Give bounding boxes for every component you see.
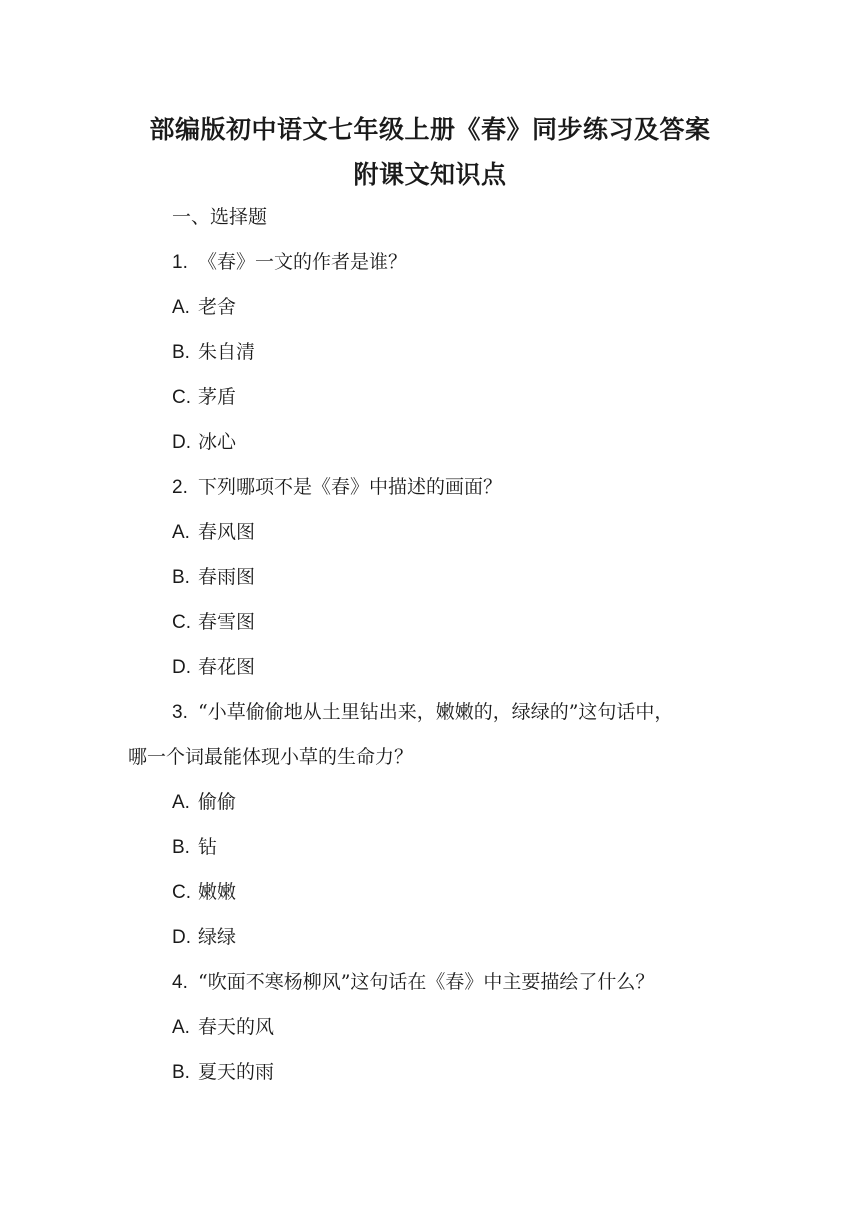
option-label: C. — [172, 387, 191, 408]
option-text: 春雨图 — [198, 566, 256, 588]
question-number: 3. — [172, 702, 188, 723]
question-text: 下列哪项不是《春》中描述的画面？ — [198, 476, 503, 498]
question-4 — [172, 969, 654, 996]
q3-option-d — [172, 924, 236, 951]
option-label: B. — [172, 342, 190, 363]
question-1 — [172, 249, 407, 276]
option-text: 冰心 — [198, 431, 237, 453]
option-text: 嫩嫩 — [198, 881, 237, 903]
q1-option-a — [172, 294, 236, 321]
option-label: B. — [172, 1062, 190, 1083]
option-label: A. — [172, 1017, 190, 1038]
q3-option-c — [172, 879, 236, 906]
option-text: 春雪图 — [198, 611, 256, 633]
option-label: C. — [172, 612, 191, 633]
question-text: “小草偷偷地从土里钻出来，嫩嫩的，绿绿的”这句话中， — [198, 701, 674, 723]
option-text: 朱自清 — [198, 341, 256, 363]
q1-option-c — [172, 384, 236, 411]
option-text: 春风图 — [198, 521, 256, 543]
option-label: D. — [172, 432, 191, 453]
option-text: 春花图 — [198, 656, 256, 678]
document-title-line-1: 部编版初中语文七年级上册《春》同步练习及答案 — [149, 115, 711, 144]
question-2 — [172, 474, 502, 501]
q4-option-a — [172, 1014, 274, 1041]
section-heading: 一、选择题 — [172, 206, 268, 228]
option-text: 偷偷 — [198, 791, 237, 813]
option-label: A. — [172, 792, 190, 813]
option-text: 老舍 — [198, 296, 237, 318]
question-text: “吹面不寒杨柳风”这句话在《春》中主要描绘了什么？ — [198, 971, 655, 993]
q3-option-a — [172, 789, 236, 816]
q2-option-c — [172, 609, 255, 636]
q4-option-b — [172, 1059, 274, 1086]
question-number: 4. — [172, 972, 188, 993]
question-text: 《春》一文的作者是谁？ — [198, 251, 408, 273]
option-text: 夏天的雨 — [198, 1061, 275, 1083]
option-text: 绿绿 — [198, 926, 237, 948]
option-text: 春天的风 — [198, 1016, 275, 1038]
option-label: C. — [172, 882, 191, 903]
question-number: 1. — [172, 252, 188, 273]
option-label: D. — [172, 657, 191, 678]
document-title-line-2: 附课文知识点 — [353, 160, 507, 189]
q2-option-b — [172, 564, 255, 591]
q2-option-a — [172, 519, 255, 546]
option-label: B. — [172, 567, 190, 588]
question-3-continuation: 哪一个词最能体现小草的生命力？ — [128, 746, 414, 768]
option-label: B. — [172, 837, 190, 858]
q3-option-b — [172, 834, 217, 861]
q1-option-b — [172, 339, 255, 366]
question-3 — [172, 699, 673, 726]
option-text: 茅盾 — [198, 386, 237, 408]
option-label: A. — [172, 297, 190, 318]
option-label: D. — [172, 927, 191, 948]
q1-option-d — [172, 429, 236, 456]
question-number: 2. — [172, 477, 188, 498]
option-text: 钻 — [198, 836, 218, 858]
q2-option-d — [172, 654, 255, 681]
option-label: A. — [172, 522, 190, 543]
